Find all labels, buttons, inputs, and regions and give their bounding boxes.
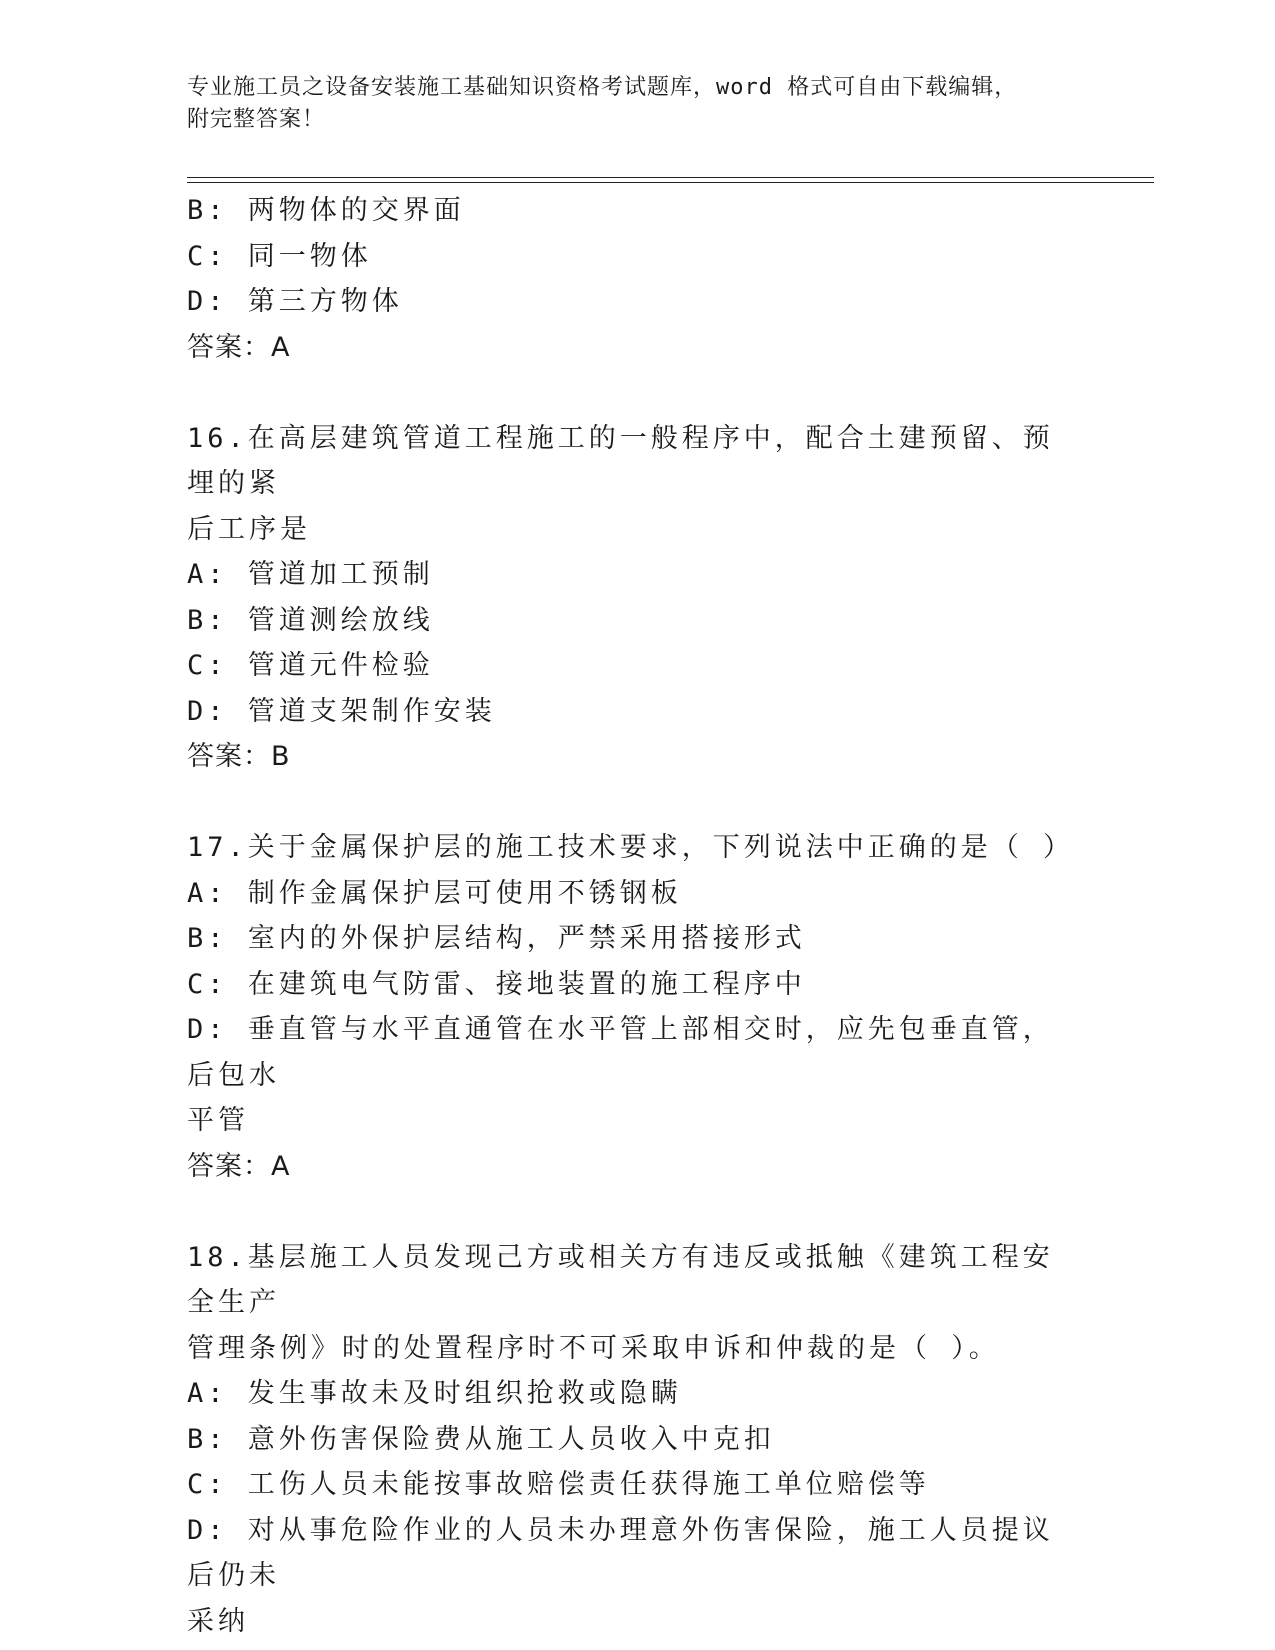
- option-a: A: 发生事故未及时组织抢救或隐瞒: [187, 1378, 682, 1409]
- option-a: A: 制作金属保护层可使用不锈钢板: [187, 877, 682, 909]
- spacer: [187, 780, 1077, 826]
- spacer: [187, 1189, 1077, 1235]
- option-d-line-1: D: 对从事危险作业的人员未办理意外伤害保险，施工人员提议后仍未: [187, 1514, 1054, 1591]
- question-16: [187, 416, 1077, 780]
- header-line-2: 附完整答案！: [187, 107, 326, 132]
- option-c: C: 在建筑电气防雷、接地装置的施工程序中: [187, 968, 806, 1000]
- option-b: B: 管道测绘放线: [187, 604, 434, 636]
- answer-line: 答案：A: [187, 1150, 291, 1182]
- option-d: D: 管道支架制作安装: [187, 695, 496, 727]
- option-c: C: 工伤人员未能按事故赔偿责任获得施工单位赔偿等: [187, 1469, 930, 1500]
- option-d-line-2: 采纳: [187, 1605, 249, 1637]
- option-b: B: 意外伤害保险费从施工人员收入中克扣: [187, 1423, 775, 1455]
- question-18: [187, 1235, 1077, 1645]
- question-17: [187, 825, 1077, 1189]
- document-header: [187, 72, 1067, 136]
- option-d: D: 第三方物体: [187, 286, 403, 317]
- question-stem-line-1: 17.关于金属保护层的施工技术要求，下列说法中正确的是（ ）: [187, 832, 1075, 863]
- question-stem-line-2: 后工序是: [187, 513, 311, 545]
- option-b: B: 两物体的交界面: [187, 195, 465, 226]
- option-b: B: 室内的外保护层结构，严禁采用搭接形式: [187, 923, 806, 954]
- option-d-line-2: 平管: [187, 1105, 249, 1136]
- header-line-1: 专业施工员之设备安装施工基础知识资格考试题库，word 格式可自由下载编辑，: [187, 75, 1018, 100]
- spacer: [187, 370, 1077, 416]
- question-stem-line-1: 16.在高层建筑管道工程施工的一般程序中，配合土建预留、预埋的紧: [187, 422, 1054, 499]
- answer-line: 答案：B: [187, 741, 291, 772]
- option-d-line-1: D: 垂直管与水平直通管在水平管上部相交时，应先包垂直管，后包水: [187, 1014, 1054, 1091]
- option-c: C: 同一物体: [187, 240, 372, 272]
- header-divider-bottom: [187, 182, 1154, 183]
- option-a: A: 管道加工预制: [187, 559, 434, 590]
- question-list: [187, 188, 1077, 1644]
- header-divider-top: [187, 177, 1154, 178]
- question-15-continued: [187, 188, 1077, 370]
- option-c: C: 管道元件检验: [187, 650, 434, 681]
- question-stem-line-2: 管理条例》时的处置程序时不可采取申诉和仲裁的是（ ）。: [187, 1332, 1000, 1364]
- question-stem-line-1: 18.基层施工人员发现己方或相关方有违反或抵触《建筑工程安全生产: [187, 1241, 1054, 1318]
- answer-line: 答案：A: [187, 331, 291, 363]
